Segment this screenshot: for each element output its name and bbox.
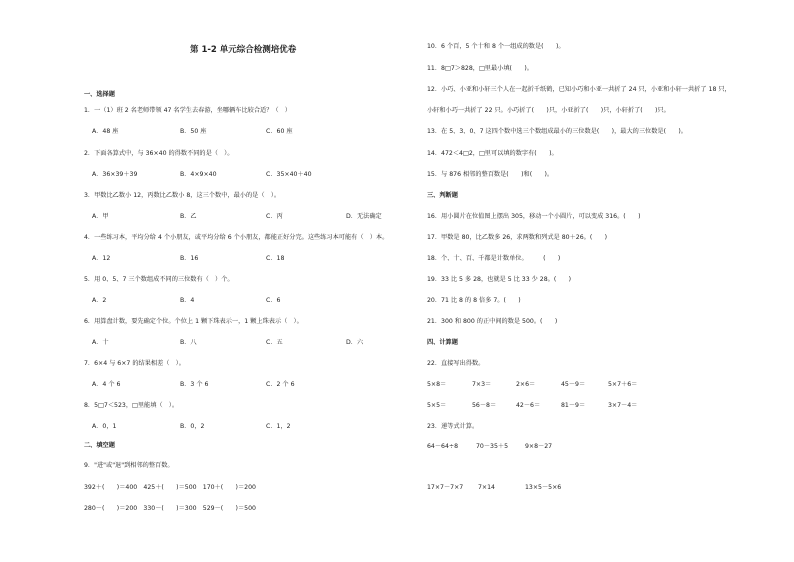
question-5: 5．用 0、5、7 三个数组成不同的三位数有（ ）个。	[84, 276, 234, 283]
q4-option-a: A．12	[92, 255, 111, 262]
q8-option-a: A．0，1	[92, 423, 117, 430]
question-6: 6．用算盘计数，要先确定个位。个位上 1 颗下珠表示一，1 颗上珠表示（ ）。	[84, 318, 303, 325]
question-11: 11．8□7＞828，□里最小填( )。	[427, 65, 533, 72]
calc-item: 2×6＝	[516, 381, 536, 388]
q5-option-b: B．4	[180, 297, 195, 304]
step-calc-item: 17×7－7×7	[427, 484, 464, 491]
step-calc-item: 64－64÷8	[427, 443, 459, 450]
q8-option-c: C．1，2	[266, 423, 291, 430]
step-calc-item: 13×5－5×6	[525, 484, 562, 491]
q9-row-2: 280－( )＝200 330－( )＝300 529－( )＝500	[84, 505, 256, 512]
question-2: 2．下面各算式中，与 36×40 的得数不同的是（ ）。	[84, 150, 234, 157]
calc-item: 81－9＝	[561, 402, 586, 409]
q5-option-c: C．6	[266, 297, 281, 304]
question-14: 14．472＜4□2，□里可以填的数字有( )。	[427, 150, 558, 157]
q4-option-b: B．16	[180, 255, 199, 262]
calc-item: 5×5＝	[427, 402, 447, 409]
q1-option-c: C．60 座	[266, 128, 293, 135]
q1-option-a: A．48 座	[92, 128, 119, 135]
q2-option-a: A．36×39＋39	[92, 171, 138, 178]
section-choice-heading: 一、选择题	[84, 91, 115, 98]
question-17: 17．甲数是 80，比乙数多 26，求两数和列式是 80＋26。( )	[427, 234, 608, 241]
question-7: 7．6×4 与 6×7 的结果相差（ ）。	[84, 360, 185, 367]
question-16: 16．用小圆片在位值图上摆出 305，移动一个小圆片，可以变成 316。( )	[427, 213, 641, 220]
question-18: 18．个、十、百、千都是计数单位。 ( )	[427, 255, 561, 262]
question-1: 1．一（1）班 2 名老师带领 47 名学生去春游，坐哪辆车比较合适？（ ）	[84, 107, 291, 114]
question-21: 21．300 和 800 的正中间的数是 500。( )	[427, 318, 558, 325]
page-title: 第 1-2 单元综合检测培优卷	[190, 45, 297, 55]
calc-item: 45－9＝	[561, 381, 586, 388]
question-19: 19．33 比 5 多 28，也就是 5 比 33 少 28。( )	[427, 276, 572, 283]
q9-row-1: 392＋( )＝400 425＋( )＝500 170＋( )＝200	[84, 484, 256, 491]
q2-option-c: C．35×40＋40	[266, 171, 312, 178]
q7-option-b: B．3 个 6	[180, 381, 209, 388]
q2-option-b: B．4×9×40	[180, 171, 217, 178]
q3-option-a: A．甲	[92, 213, 109, 220]
calc-item: 42－6＝	[516, 402, 541, 409]
question-20: 20．71 比 8 的 8 倍多 7。( )	[427, 297, 521, 304]
q6-option-a: A．十	[92, 339, 109, 346]
calc-item: 56－8＝	[472, 402, 497, 409]
calc-item: 3×7－4＝	[608, 402, 638, 409]
calc-item: 5×7＋6＝	[608, 381, 638, 388]
question-4: 4．一些练习本，平均分给 4 个小朋友，或平均分给 6 个小朋友，都能正好分完。这些练习本可能有（ ）本。	[84, 234, 389, 241]
q7-option-c: C．2 个 6	[266, 381, 295, 388]
step-calc-item: 7×14	[478, 484, 495, 491]
q8-option-b: B．0，2	[180, 423, 205, 430]
question-22: 22．直接写出得数。	[427, 360, 485, 367]
question-12-line-2: 小轩和小巧一共折了 22 只。小巧折了( )只，小亚折了( )只，小轩折了( )只。	[427, 107, 670, 114]
q6-option-c: C．五	[266, 339, 283, 346]
q3-option-b: B．乙	[180, 213, 197, 220]
question-15: 15．与 876 相邻的整百数是( )和( )。	[427, 171, 554, 178]
q3-option-c: C．丙	[266, 213, 283, 220]
question-9: 9．"进"或"退"到相邻的整百数。	[84, 462, 174, 469]
question-8: 8．5□7＜523，□里能填（ ）。	[84, 402, 179, 409]
question-23: 23．递等式计算。	[427, 423, 479, 430]
calc-item: 5×8＝	[427, 381, 447, 388]
step-calc-item: 70－35＋5	[476, 443, 509, 450]
question-12-line-1: 12．小巧、小亚和小轩三个人在一起折千纸鹤，已知小巧和小亚一共折了 24 只，小亚和小轩一共折了 18 只，	[427, 86, 731, 93]
section-judge-heading: 三、判断题	[427, 192, 458, 199]
q6-option-b: B．八	[180, 339, 197, 346]
q3-option-d: D．无法确定	[346, 213, 382, 220]
question-3: 3．甲数比乙数小 12，丙数比乙数小 8，这三个数中，最小的是（ ）。	[84, 192, 281, 199]
section-calc-heading: 四、计算题	[427, 339, 458, 346]
section-fill-heading: 二、填空题	[84, 442, 115, 449]
question-13: 13．在 5、3、0、7 这四个数中选三个数组成最小的三位数是( )，最大的三位数是( )。	[427, 128, 687, 135]
q7-option-a: A．4 个 6	[92, 381, 121, 388]
question-10: 10．6 个百，5 个十和 8 个一组成的数是( )。	[427, 43, 565, 50]
q5-option-a: A．2	[92, 297, 107, 304]
step-calc-item: 9×8－27	[525, 443, 553, 450]
q6-option-d: D．六	[346, 339, 364, 346]
q4-option-c: C．18	[266, 255, 285, 262]
q1-option-b: B．50 座	[180, 128, 207, 135]
calc-item: 7×3＝	[472, 381, 492, 388]
